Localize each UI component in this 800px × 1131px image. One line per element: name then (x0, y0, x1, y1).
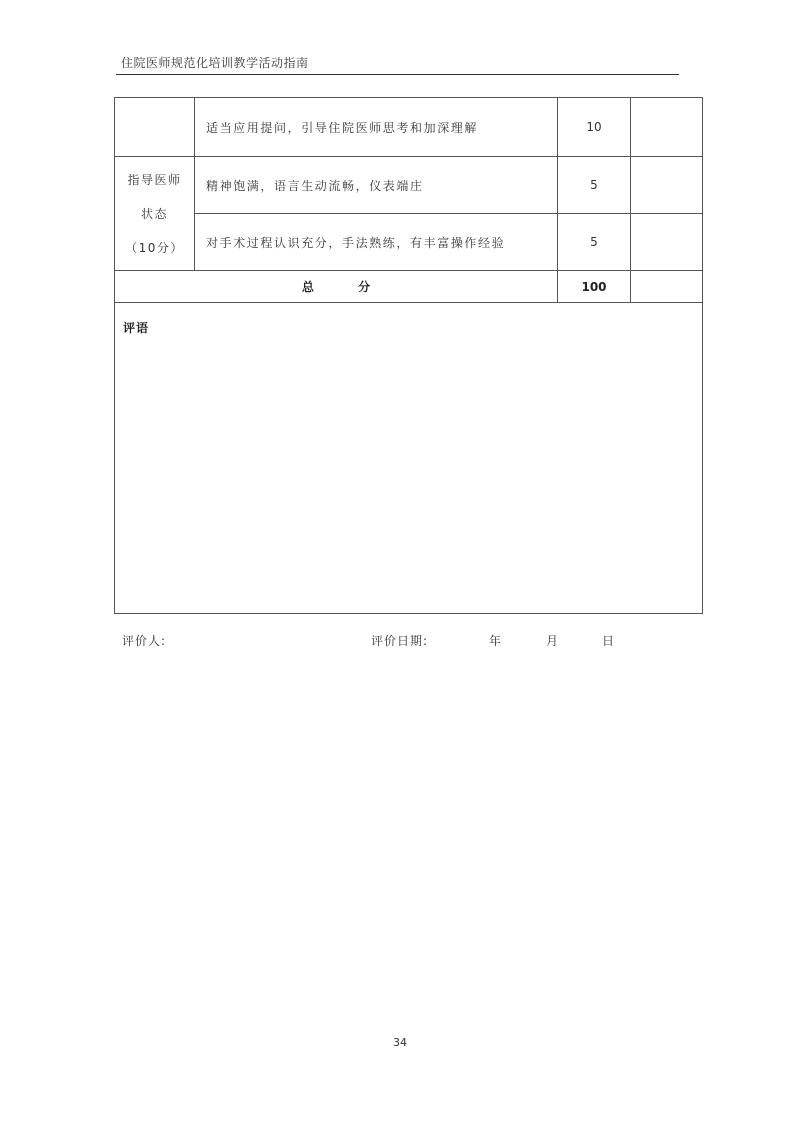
table-row (115, 157, 703, 214)
comment-label: 评语 (123, 321, 150, 335)
month-label: 月 (546, 634, 560, 648)
score-cell: 10 (558, 98, 631, 157)
comment-row (115, 303, 703, 614)
evaluation-table (114, 97, 703, 614)
item-group-line: （10分） (125, 240, 184, 255)
document-header-title: 住院医师规范化培训教学活动指南 (121, 56, 309, 70)
score-cell: 5 (558, 214, 631, 271)
criterion-cell: 适当应用提问，引导住院医师思考和加深理解 (195, 98, 558, 157)
criterion-cell: 对手术过程认识充分，手法熟练，有丰富操作经验 (195, 214, 558, 271)
evaluation-date-label: 评价日期: (371, 634, 429, 648)
actual-score-cell (631, 214, 703, 271)
table-row (115, 214, 703, 271)
score-cell: 5 (558, 157, 631, 214)
actual-score-cell (631, 98, 703, 157)
year-label: 年 (489, 634, 503, 648)
total-label: 总 分 (115, 271, 558, 303)
actual-score-cell (631, 157, 703, 214)
item-group-line: 状态 (140, 206, 168, 221)
page-number: 34 (393, 1036, 407, 1049)
item-cell (115, 98, 195, 157)
header-rule (116, 74, 679, 75)
table-row (115, 98, 703, 157)
item-group-line: 指导医师 (127, 172, 182, 187)
comment-cell (115, 303, 703, 614)
criterion-cell: 精神饱满，语言生动流畅，仪表端庄 (195, 157, 558, 214)
actual-total-cell (631, 271, 703, 303)
total-score: 100 (558, 271, 631, 303)
total-row (115, 271, 703, 303)
day-label: 日 (602, 634, 616, 648)
evaluator-label: 评价人: (122, 634, 167, 648)
item-group-cell (115, 157, 195, 271)
